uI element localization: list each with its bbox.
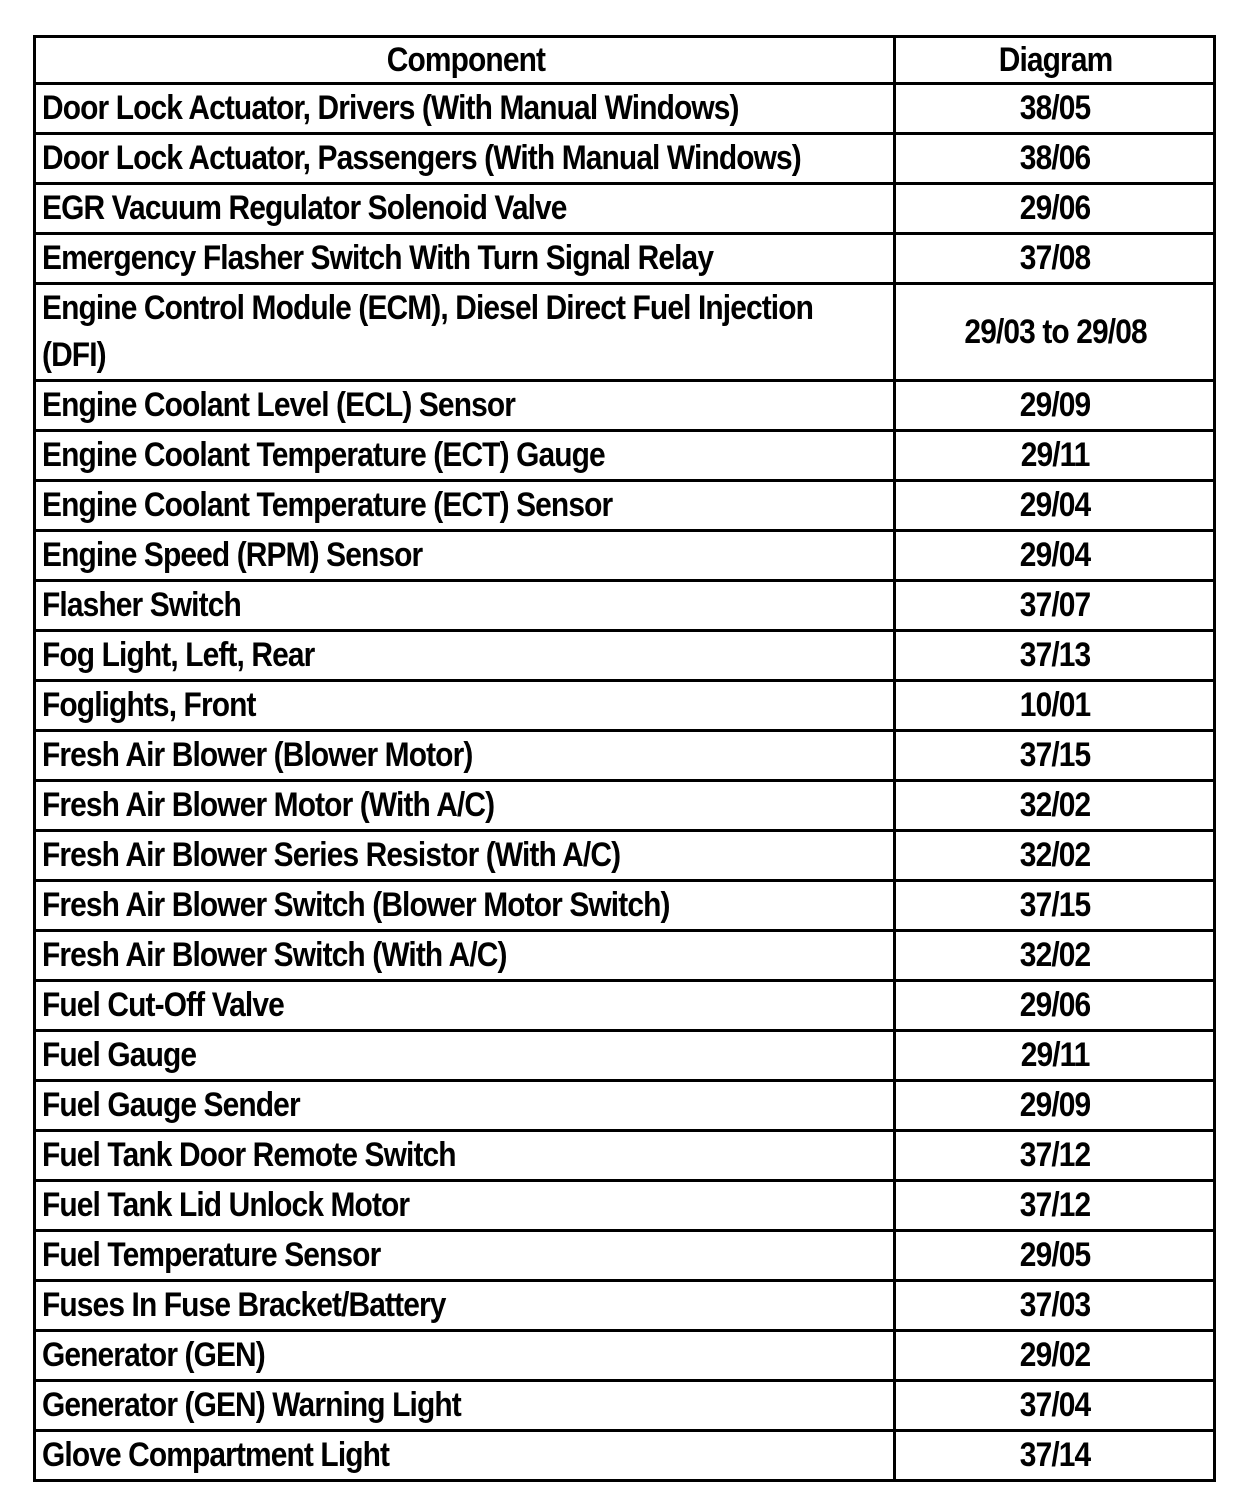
diagram-reference: 29/04	[1020, 536, 1091, 574]
component-cell	[35, 284, 895, 381]
component-name: EGR Vacuum Regulator Solenoid Valve	[42, 189, 567, 227]
diagram-reference: 32/02	[1020, 786, 1091, 824]
component-name: Fuel Cut-Off Valve	[42, 986, 284, 1024]
diagram-cell	[895, 1381, 1215, 1431]
diagram-reference: 37/08	[1020, 239, 1091, 277]
diagram-reference: 37/12	[1020, 1186, 1091, 1224]
component-cell	[35, 1381, 895, 1431]
table-row	[35, 1081, 1215, 1131]
component-cell	[35, 1131, 895, 1181]
table-row	[35, 881, 1215, 931]
component-name: Fuel Gauge Sender	[42, 1086, 300, 1124]
component-cell	[35, 1281, 895, 1331]
component-cell	[35, 134, 895, 184]
component-cell	[35, 1431, 895, 1481]
component-name: Fuses In Fuse Bracket/Battery	[42, 1286, 446, 1324]
diagram-reference: 29/03 to 29/08	[964, 312, 1147, 351]
component-name: Glove Compartment Light	[42, 1436, 390, 1474]
component-cell	[35, 631, 895, 681]
diagram-reference: 32/02	[1020, 936, 1091, 974]
component-cell	[35, 931, 895, 981]
component-cell	[35, 531, 895, 581]
table-row	[35, 931, 1215, 981]
diagram-reference: 37/14	[1020, 1436, 1091, 1474]
component-cell	[35, 1081, 895, 1131]
diagram-cell	[895, 531, 1215, 581]
component-name: Foglights, Front	[42, 686, 256, 724]
diagram-reference: 29/05	[1020, 1236, 1091, 1274]
diagram-cell	[895, 881, 1215, 931]
component-name: Fog Light, Left, Rear	[42, 636, 315, 674]
diagram-reference: 38/06	[1020, 139, 1091, 177]
component-name: Generator (GEN) Warning Light	[42, 1386, 461, 1424]
diagram-cell	[895, 431, 1215, 481]
component-cell	[35, 681, 895, 731]
table-row	[35, 531, 1215, 581]
diagram-cell	[895, 981, 1215, 1031]
diagram-cell	[895, 1431, 1215, 1481]
table-row	[35, 84, 1215, 134]
diagram-cell	[895, 1231, 1215, 1281]
component-diagram-table	[33, 35, 1216, 1482]
diagram-cell	[895, 381, 1215, 431]
component-name: Engine Speed (RPM) Sensor	[42, 536, 423, 574]
diagram-cell	[895, 581, 1215, 631]
table-row	[35, 234, 1215, 284]
component-cell	[35, 731, 895, 781]
diagram-cell	[895, 681, 1215, 731]
diagram-cell	[895, 631, 1215, 681]
diagram-cell	[895, 831, 1215, 881]
diagram-cell	[895, 781, 1215, 831]
component-cell	[35, 1181, 895, 1231]
table-row	[35, 1031, 1215, 1081]
table-row	[35, 631, 1215, 681]
table-row	[35, 1381, 1215, 1431]
component-cell	[35, 1231, 895, 1281]
table-row	[35, 1331, 1215, 1381]
diagram-reference: 37/04	[1020, 1386, 1091, 1424]
component-name: Engine Coolant Temperature (ECT) Sensor	[42, 486, 613, 524]
component-name: Engine Control Module (ECM), Diesel Direct Fuel Injection (DFI)	[42, 289, 814, 374]
diagram-reference: 38/05	[1020, 89, 1091, 127]
table-row	[35, 134, 1215, 184]
component-name: Fresh Air Blower Switch (With A/C)	[42, 936, 507, 974]
diagram-reference: 29/02	[1020, 1336, 1091, 1374]
diagram-cell	[895, 731, 1215, 781]
diagram-reference: 37/15	[1020, 886, 1091, 924]
component-diagram-table-page	[33, 35, 1213, 1482]
component-name: Fresh Air Blower (Blower Motor)	[42, 736, 473, 774]
table-row	[35, 831, 1215, 881]
column-header-component-label: Component	[386, 41, 545, 79]
diagram-reference: 32/02	[1020, 836, 1091, 874]
diagram-cell	[895, 134, 1215, 184]
component-name: Door Lock Actuator, Passengers (With Manual Windows)	[42, 139, 801, 177]
diagram-reference: 37/07	[1020, 586, 1091, 624]
component-cell	[35, 481, 895, 531]
column-header-diagram-label: Diagram	[998, 41, 1113, 79]
table-row	[35, 731, 1215, 781]
diagram-cell	[895, 1131, 1215, 1181]
component-cell	[35, 234, 895, 284]
table-row	[35, 284, 1215, 381]
diagram-reference: 29/06	[1020, 189, 1091, 227]
diagram-reference: 29/11	[1021, 1036, 1090, 1074]
diagram-cell	[895, 1081, 1215, 1131]
component-name: Engine Coolant Level (ECL) Sensor	[42, 386, 516, 424]
diagram-cell	[895, 1281, 1215, 1331]
table-row	[35, 1281, 1215, 1331]
column-header-component	[35, 37, 895, 84]
component-name: Fuel Temperature Sensor	[42, 1236, 381, 1274]
table-body	[35, 84, 1215, 1481]
component-name: Generator (GEN)	[42, 1336, 265, 1374]
component-cell	[35, 431, 895, 481]
table-row	[35, 581, 1215, 631]
component-name: Fuel Tank Lid Unlock Motor	[42, 1186, 410, 1224]
diagram-reference: 29/09	[1020, 386, 1091, 424]
component-cell	[35, 381, 895, 431]
diagram-cell	[895, 931, 1215, 981]
diagram-cell	[895, 184, 1215, 234]
component-cell	[35, 184, 895, 234]
component-name: Flasher Switch	[42, 586, 241, 624]
component-name: Fuel Gauge	[42, 1036, 197, 1074]
component-cell	[35, 84, 895, 134]
component-name: Fresh Air Blower Switch (Blower Motor Switch)	[42, 886, 670, 924]
diagram-reference: 10/01	[1020, 686, 1091, 724]
table-row	[35, 781, 1215, 831]
diagram-reference: 29/06	[1020, 986, 1091, 1024]
diagram-cell	[895, 234, 1215, 284]
component-name: Fresh Air Blower Motor (With A/C)	[42, 786, 495, 824]
diagram-reference: 37/12	[1020, 1136, 1091, 1174]
table-row	[35, 1131, 1215, 1181]
table-row	[35, 1431, 1215, 1481]
component-name: Emergency Flasher Switch With Turn Signal Relay	[42, 239, 714, 277]
diagram-reference: 29/04	[1020, 486, 1091, 524]
component-name: Fuel Tank Door Remote Switch	[42, 1136, 456, 1174]
component-cell	[35, 881, 895, 931]
table-row	[35, 431, 1215, 481]
diagram-cell	[895, 84, 1215, 134]
table-row	[35, 981, 1215, 1031]
table-row	[35, 681, 1215, 731]
diagram-reference: 37/15	[1020, 736, 1091, 774]
diagram-reference: 37/03	[1020, 1286, 1091, 1324]
component-cell	[35, 581, 895, 631]
column-header-diagram	[895, 37, 1215, 84]
component-name: Door Lock Actuator, Drivers (With Manual Windows)	[42, 89, 739, 127]
component-cell	[35, 981, 895, 1031]
diagram-cell	[895, 1031, 1215, 1081]
diagram-cell	[895, 1181, 1215, 1231]
table-row	[35, 381, 1215, 431]
diagram-cell	[895, 481, 1215, 531]
table-header-row	[35, 37, 1215, 84]
diagram-reference: 29/11	[1021, 436, 1090, 474]
component-name: Fresh Air Blower Series Resistor (With A/C)	[42, 836, 621, 874]
diagram-reference: 29/09	[1020, 1086, 1091, 1124]
component-cell	[35, 1031, 895, 1081]
table-row	[35, 481, 1215, 531]
component-cell	[35, 831, 895, 881]
diagram-cell	[895, 284, 1215, 381]
component-cell	[35, 781, 895, 831]
diagram-cell	[895, 1331, 1215, 1381]
diagram-reference: 37/13	[1020, 636, 1091, 674]
component-name: Engine Coolant Temperature (ECT) Gauge	[42, 436, 605, 474]
table-row	[35, 1231, 1215, 1281]
component-cell	[35, 1331, 895, 1381]
table-row	[35, 1181, 1215, 1231]
table-row	[35, 184, 1215, 234]
